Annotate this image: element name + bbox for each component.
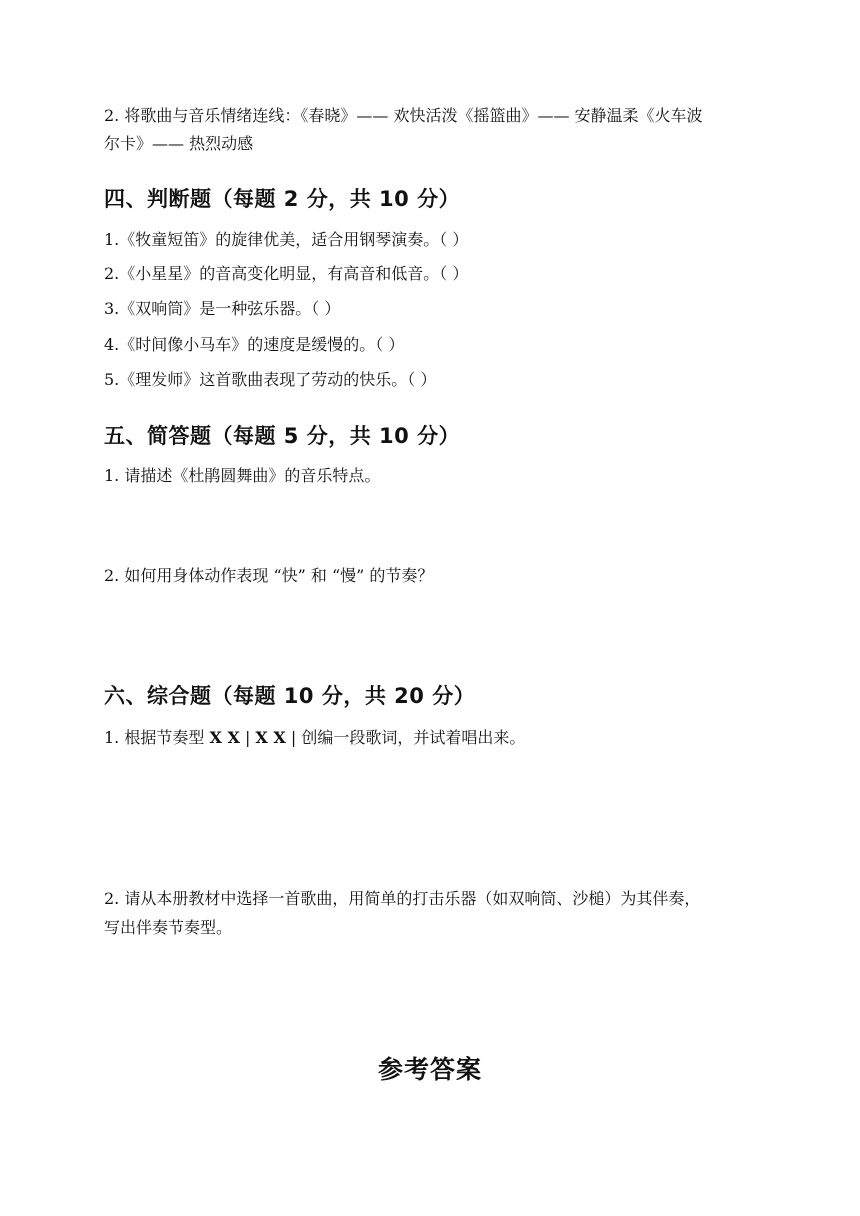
comprehensive-item-2-line-2: 写出伴奏节奏型。 [104, 918, 233, 937]
judgement-item-3: 3.《双响筒》是一种弦乐器。（ ） [104, 299, 341, 318]
judgement-item-1: 1.《牧童短笛》的旋律优美，适合用钢琴演奏。（ ） [104, 230, 469, 249]
rhythm-pattern-1: X X [209, 728, 240, 747]
question-3-item-2-line-2: 尔卡》—— 热烈动感 [104, 134, 254, 153]
short-answer-item-2: 2. 如何用身体动作表现 “快” 和 “慢” 的节奏？ [104, 566, 434, 585]
answers-title: 参考答案 [377, 1055, 482, 1084]
judgement-item-4: 4.《时间像小马车》的速度是缓慢的。（ ） [104, 335, 405, 354]
section-6-heading: 六、综合题（每题 10 分，共 20 分） [104, 684, 476, 708]
rhythm-separator: | [239, 728, 256, 747]
rhythm-pattern-2: X X [255, 728, 286, 747]
question-3-item-2-line-1: 2. 将歌曲与音乐情绪连线：《春晓》—— 欢快活泼《摇篮曲》—— 安静温柔《火车波 [104, 106, 703, 125]
judgement-item-2: 2.《小星星》的音高变化明显，有高音和低音。（ ） [104, 264, 469, 283]
short-answer-item-1: 1. 请描述《杜鹃圆舞曲》的音乐特点。 [104, 466, 381, 485]
section-5-heading: 五、简答题（每题 5 分，共 10 分） [104, 424, 461, 448]
section-4-heading: 四、判断题（每题 2 分，共 10 分） [104, 187, 461, 211]
comprehensive-item-2-line-1: 2. 请从本册教材中选择一首歌曲，用简单的打击乐器（如双响筒、沙槌）为其伴奏， [104, 889, 701, 908]
comprehensive-item-1 [104, 728, 525, 748]
judgement-item-5: 5.《理发师》这首歌曲表现了劳动的快乐。（ ） [104, 370, 437, 389]
comprehensive-item-1-prefix: 1. 根据节奏型 [104, 728, 210, 747]
comprehensive-item-1-suffix: | 创编一段歌词，并试着唱出来。 [285, 728, 526, 747]
